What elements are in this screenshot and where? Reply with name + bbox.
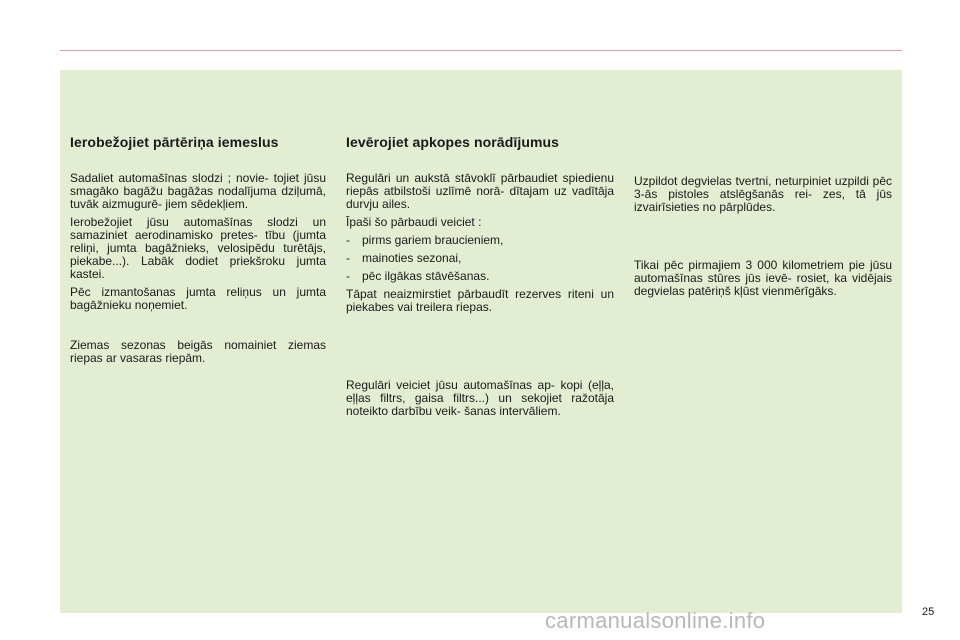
paragraph-tyre-pressure: Regulāri un aukstā stāvoklī pārbaudiet spiedienu riepās atbilstoši uzlīmē norā- dītajam uz vadītāja durvju ailes. [346, 171, 614, 211]
paragraph-load-distribution: Sadaliet automašīnas slodzi ; novie- tojiet jūsu smagāko bagāžu bagāžas nodalījuma dziļumā, tuvāk aizmugurē- jiem sēdekļiem. [70, 171, 326, 211]
list-item [346, 252, 614, 265]
bullet-marker: - [346, 233, 350, 247]
page-number: 25 [922, 606, 935, 618]
paragraph-remove-rack: Pēc izmantošanas jumta reliņus un jumta bagāžnieku noņemiet. [70, 285, 326, 312]
paragraph-first-km: Tikai pēc pirmajiem 3 000 kilometriem pie jūsu automašīnas stūres jūs ievē- rosiet, ka vidējais degvielas patēriņš kļūst vienmērīgāks. [634, 258, 892, 298]
section-title-left: Ierobežojiet pārtēriņa iemeslus [70, 134, 279, 150]
paragraph-check-lead: Īpaši šo pārbaudi veiciet : [346, 215, 482, 229]
column-right [634, 175, 892, 303]
paragraph-winter-tyres: Ziemas sezonas beigās nomainiet ziemas riepas ar vasaras riepām. [70, 338, 326, 365]
header-rule [60, 50, 902, 51]
list-item-text: pirms gariem braucieniem, [362, 233, 504, 247]
bullet-marker: - [346, 269, 350, 283]
paragraph-service: Regulāri veiciet jūsu automašīnas ap- kopi (eļļa, eļļas filtrs, gaisa filtrs...) un sekojiet ražotāja noteikto darbību veik- šanas intervāliem. [346, 378, 614, 418]
paragraph-fuel-filling: Uzpildot degvielas tvertni, neturpiniet uzpildi pēc 3-ās pistoles atslēgšanās rei- zes, tā jūs izvairīsieties no pārplūdes. [634, 174, 892, 214]
paragraph-aerodynamics: Ierobežojiet jūsu automašīnas slodzi un samaziniet aerodinamisko pretes- tību (jumta reliņi, jumta bagāžnieks, velosipēdu turētājs, piekabe...). Labāk dodiet priekšroku jumta kastei. [70, 215, 326, 281]
column-middle [346, 134, 614, 423]
column-left [70, 134, 326, 370]
list-item-text: pēc ilgākas stāvēšanas. [362, 269, 490, 283]
content-panel [60, 70, 902, 613]
watermark: carmanualsonline.info [545, 608, 766, 633]
section-title-middle: Ievērojiet apkopes norādījumus [346, 134, 560, 150]
list-item-text: mainoties sezonai, [362, 251, 462, 265]
list-item [346, 270, 614, 283]
paragraph-spare-wheel: Tāpat neaizmirstiet pārbaudīt rezerves riteni un piekabes vai treilera riepas. [346, 287, 614, 314]
list-item [346, 234, 614, 247]
bullet-marker: - [346, 251, 350, 265]
